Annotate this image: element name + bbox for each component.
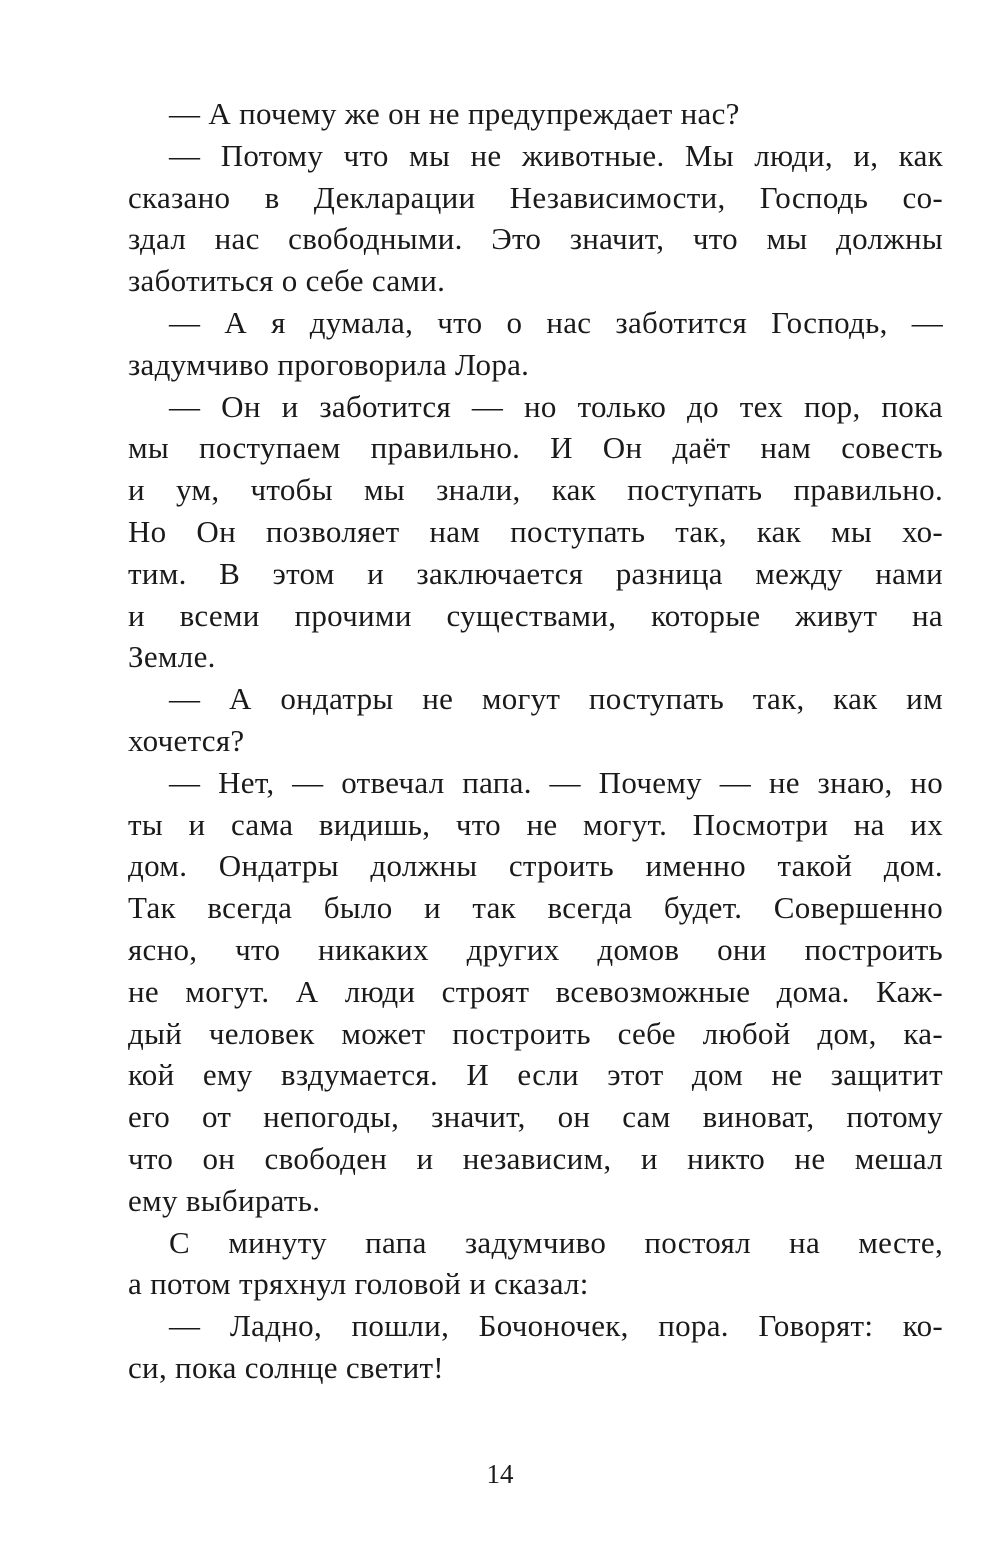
- body-text: [128, 93, 943, 1389]
- text-line: Земле.: [128, 639, 216, 675]
- text-line: хочется?: [128, 722, 245, 758]
- text-line: ему выбирать.: [128, 1182, 321, 1218]
- text-line: ясно, что никаких других домов они построить: [128, 931, 943, 967]
- text-line: — А почему же он не предупреждает нас?: [169, 96, 740, 131]
- text-line: ты и сама видишь, что не могут. Посмотри на их: [128, 806, 943, 842]
- text-line: а потом тряхнул головой и сказал:: [128, 1266, 589, 1302]
- text-line: дом. Ондатры должны строить именно такой дом.: [128, 848, 943, 884]
- text-line: — Потому что мы не животные. Мы люди, и, как: [169, 137, 943, 173]
- text-line: мы поступаем правильно. И Он даёт нам совесть: [128, 430, 943, 466]
- text-line: Но Он позволяет нам поступать так, как мы хо-: [128, 513, 943, 549]
- text-line: не могут. А люди строят всевозможные дома. Каж-: [128, 973, 943, 1009]
- text-line: и ум, чтобы мы знали, как поступать правильно.: [128, 472, 943, 508]
- text-line: Так всегда было и так всегда будет. Совершенно: [128, 890, 943, 926]
- text-line: — А ондатры не могут поступать так, как им: [169, 681, 943, 717]
- text-line: здал нас свободными. Это значит, что мы должны: [128, 221, 943, 257]
- text-line: — Он и заботится — но только до тех пор, пока: [169, 388, 943, 424]
- text-line: его от непогоды, значит, он сам виноват, потому: [128, 1099, 943, 1135]
- text-line: си, пока солнце светит!: [128, 1349, 444, 1385]
- text-line: — Ладно, пошли, Бочоночек, пора. Говорят: ко-: [169, 1308, 943, 1344]
- text-line: С минуту папа задумчиво постоял на месте,: [169, 1224, 943, 1260]
- text-line: и всеми прочими существами, которые живут на: [128, 597, 943, 633]
- page-number: 14: [486, 1459, 514, 1489]
- text-line: кой ему вздумается. И если этот дом не защитит: [128, 1057, 943, 1093]
- text-line: задумчиво проговорила Лора.: [128, 346, 530, 382]
- text-line: заботиться о себе сами.: [128, 263, 446, 299]
- text-line: — Нет, — отвечал папа. — Почему — не знаю, но: [169, 764, 943, 800]
- text-line: дый человек может построить себе любой дом, ка-: [128, 1015, 943, 1051]
- text-line: сказано в Декларации Независимости, Господь со-: [128, 179, 943, 215]
- text-line: тим. В этом и заключается разница между нами: [128, 555, 943, 591]
- text-line: — А я думала, что о нас заботится Господь, —: [169, 304, 943, 340]
- text-line: что он свободен и независим, и никто не мешал: [128, 1140, 943, 1176]
